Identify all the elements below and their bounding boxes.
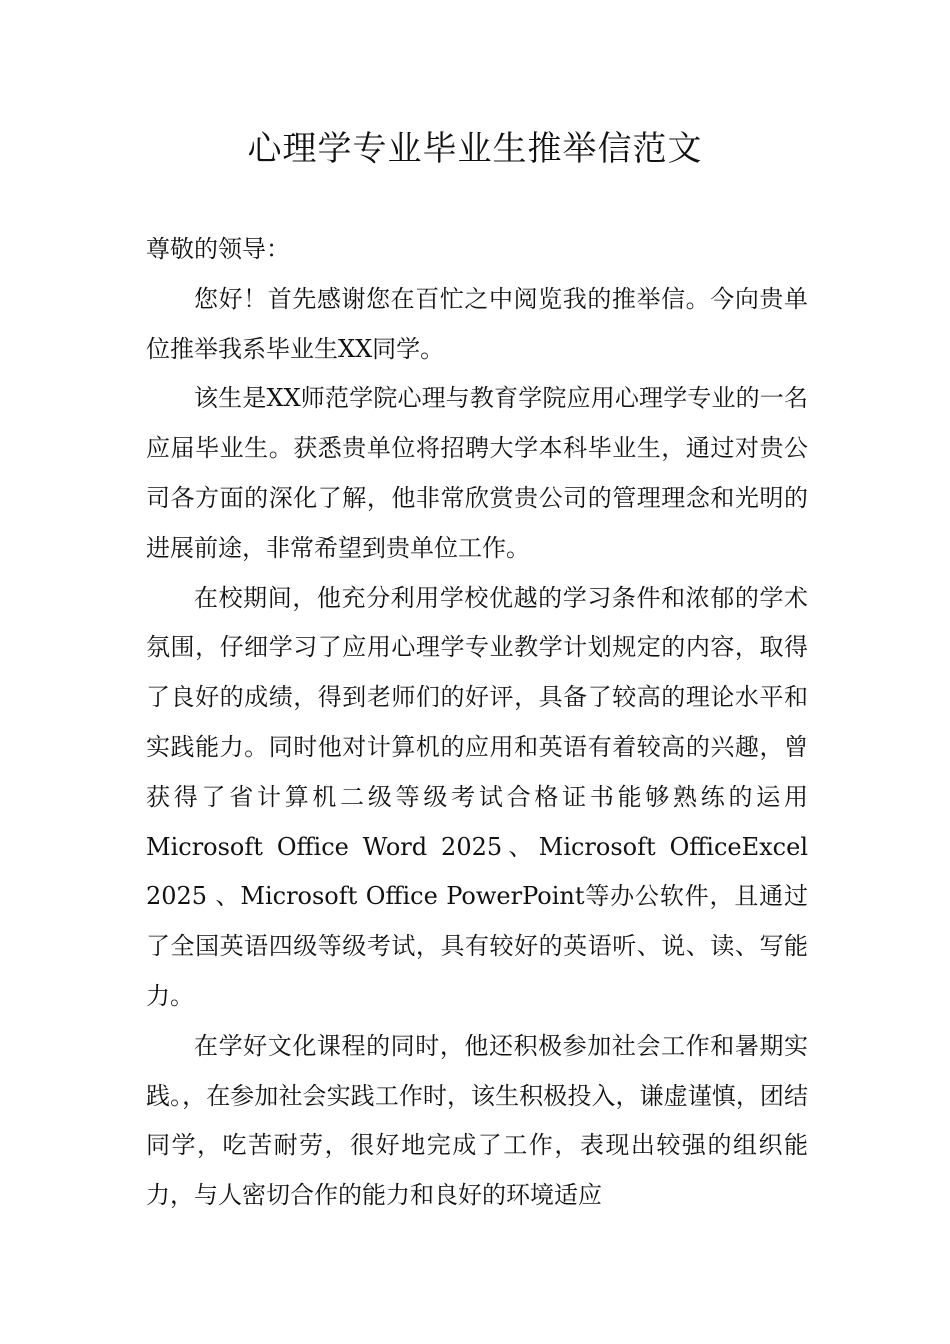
paragraph-greeting: 您好！首先感谢您在百忙之中阅览我的推举信。今向贵单位推举我系毕业生XX同学。 (146, 284, 808, 363)
paragraph-practice: 在学好文化课程的同时，他还积极参加社会工作和暑期实践。，在参加社会实践工作时，该生积极投入，谦虚谨慎，团结同学，吃苦耐劳，很好地完成了工作，表现出较强的组织能力，与人密切合作的能力和良好的环境适应 (146, 1031, 808, 1210)
document-title: 心理学专业毕业生推举信范文 (247, 129, 703, 169)
letter-body (146, 225, 808, 1221)
paragraph-studies: 在校期间，他充分利用学校优越的学习条件和浓郁的学术氛围，仔细学习了应用心理学专业教学计划规定的内容，取得了良好的成绩，得到老师们的好评，具备了较高的理论水平和实践能力。同时他对计算机的应用和英语有着较高的兴趣，曾获得了省计算机二级等级考试合格证书能够熟练的运用Microsoft Office Word 2025、Microsoft OfficeExcel 2025 、Microsoft Office PowerPoint等办公软件，且通过了全国英语四级等级考试，具有较好的英语听、说、读、写能力。 (146, 583, 808, 1010)
paragraph-introduction: 该生是XX师范学院心理与教育学院应用心理学专业的一名应届毕业生。获悉贵单位将招聘大学本科毕业生，通过对贵公司各方面的深化了解，他非常欣赏贵公司的管理理念和光明的进展前途，非常希望到贵单位工作。 (146, 384, 808, 562)
salutation: 尊敬的领导： (146, 235, 290, 263)
